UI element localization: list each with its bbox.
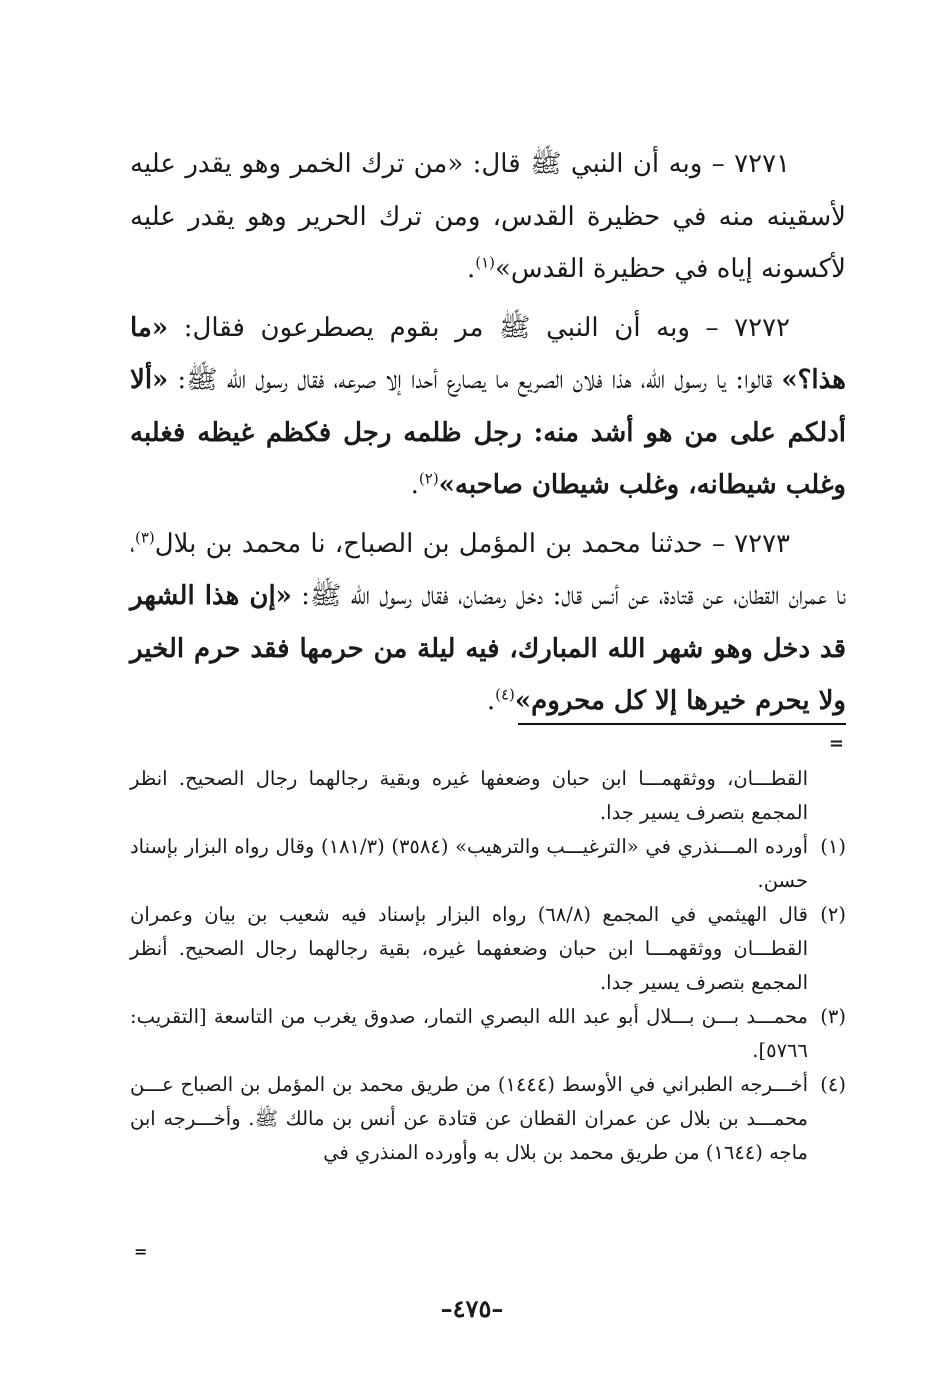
hadith-text: – وبه أن النبي ﷺ قال: «من ترك الخمر وهو يقدر عليه لأسقينه منه في حظيرة القدس، ومن ترك الحرير وهو يقدر عليه لأكسونه إياه في حظيرة القدس» <box>130 149 846 284</box>
hadith-text: قالوا: يا رسول الله، هذا فلان الصريع ما يصارع أحدا إلا صرعه، فقال رسول الله ﷺ: <box>168 365 782 395</box>
footnote-text: أخـــرجه الطبراني في الأوسط (١٤٤٤) من طريق محمد بن المؤمل بن الصباح عـــن محمـــد بن بلال عن عمران القطان عن قتادة عن أنس بن مالك ﷺ. وأخـــرجه ابن ماجه (١٦٤٤) من طريق محمد بن بلال به وأورده المنذري في <box>130 1073 808 1164</box>
footnote-continuation: القطـــان، ووثقهمـــا ابن حبان وضعفها غيره وبقية رجالهما رجال الصحيح. انظر المجمع بتصرف يسير جدا. <box>130 767 808 824</box>
footnote-text: محمـــد بـــن بـــلال أبو عبد الله البصري التمار، صدوق يغرب من التاسعة [التقريب: ٥٧٦٦]. <box>130 1005 808 1062</box>
punctuation: . <box>486 686 496 716</box>
footnote-reference: (٣) <box>134 527 155 546</box>
hadith-number: ٧٢٧٣ <box>734 528 790 559</box>
hadith-number: ٧٢٧٢ <box>734 312 790 343</box>
punctuation: . <box>410 470 419 500</box>
continuation-mark: = <box>828 733 844 754</box>
hadith-text: ، نا عمران القطان، عن قتادة، عن أنس قال: دخل رمضان، فقال رسول الله ﷺ: <box>130 528 846 611</box>
footnote-number: (٣) <box>820 1005 846 1028</box>
footnote-reference: (٤) <box>495 685 515 704</box>
page-number: –٤٧٥– <box>440 1294 504 1323</box>
footnote-number: (٤) <box>820 1073 846 1096</box>
hadith-number: ٧٢٧١ <box>734 149 790 179</box>
footnote-divider <box>518 723 846 725</box>
footnote-reference: (٢) <box>418 469 439 488</box>
punctuation: . <box>466 254 476 284</box>
footnotes <box>130 762 846 1170</box>
footnote-text: قال الهيثمي في المجمع (٦٨/٨) رواه البزار بإسناد فيه شعيب بن بيان وعمران القطـــان ووثقهمـــا ابن حبان وضعفهما غيره، بقية رجالهما رجال الصحيح. أنظر المجمع بتصرف يسير جدا. <box>130 903 808 994</box>
footnote-number: (٢) <box>820 903 846 926</box>
continues-mark: = <box>134 1242 148 1261</box>
prophet-quote: «ما هذا؟» <box>130 312 846 395</box>
footnote-item <box>130 1068 846 1170</box>
footnote-item <box>130 898 846 1000</box>
hadith-text: – حدثنا محمد بن المؤمل بن الصباح، نا محمد بن بلال <box>154 528 735 559</box>
footnote-item <box>130 830 846 898</box>
hadith-7272 <box>130 302 846 512</box>
footnote-text: أورده المـــنذري في «الترغيـــب والترهيب» (٣٥٨٤) (١٨١/٣) وقال رواه البزار بإسناد حسن. <box>130 835 808 892</box>
footnote-item <box>130 1000 846 1068</box>
hadith-7273 <box>130 518 846 728</box>
main-text <box>130 138 846 734</box>
hadith-text: – وبه أن النبي ﷺ مر بقوم يصطرعون فقال: <box>168 312 735 343</box>
hadith-7271 <box>130 138 846 296</box>
prophet-quote: «ألا أدلكم على من هو أشد منه: رجل ظلمه رجل فكظم غيظه فغلبه وغلب شيطانه، وغلب شيطان صاحبه» <box>130 365 846 500</box>
footnote-number: (١) <box>820 835 846 858</box>
prophet-quote: «إن هذا الشهر قد دخل وهو شهر الله المبارك، فيه ليلة من حرمها فقد حرم الخير ولا يحرم خيرها إلا كل محروم» <box>130 581 846 716</box>
footnote-reference: (١) <box>475 253 496 272</box>
